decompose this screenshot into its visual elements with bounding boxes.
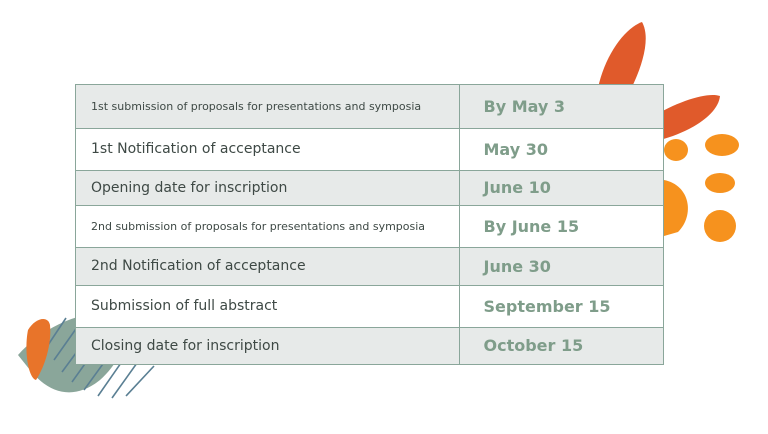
orange-blob-shape [704,210,736,242]
orange-blob-shape [705,173,735,193]
orange-blob-shape [664,139,688,161]
event-cell: Opening date for inscription [76,170,459,205]
event-cell: 2nd submission of proposals for presentations and symposia [76,205,459,247]
table-row [76,128,663,170]
table-row [76,285,663,327]
table-row [76,85,663,128]
event-cell: 2nd Notification of acceptance [76,247,459,285]
table-row [76,327,663,364]
date-cell: May 30 [459,128,663,170]
table-row [76,170,663,205]
table-row [76,247,663,285]
schedule-table-container [75,84,664,365]
date-cell: By June 15 [459,205,663,247]
date-cell: June 10 [459,170,663,205]
date-cell: September 15 [459,285,663,327]
event-cell: Closing date for inscription [76,327,459,364]
event-cell: 1st Notification of acceptance [76,128,459,170]
orange-half-blob-shape [664,180,688,236]
date-cell: By May 3 [459,85,663,128]
table-row [76,205,663,247]
date-cell: June 30 [459,247,663,285]
event-cell: 1st submission of proposals for presentations and symposia [76,85,459,128]
date-cell: October 15 [459,327,663,364]
orange-blob-shape [705,134,739,156]
schedule-table [76,85,663,364]
event-cell: Submission of full abstract [76,285,459,327]
